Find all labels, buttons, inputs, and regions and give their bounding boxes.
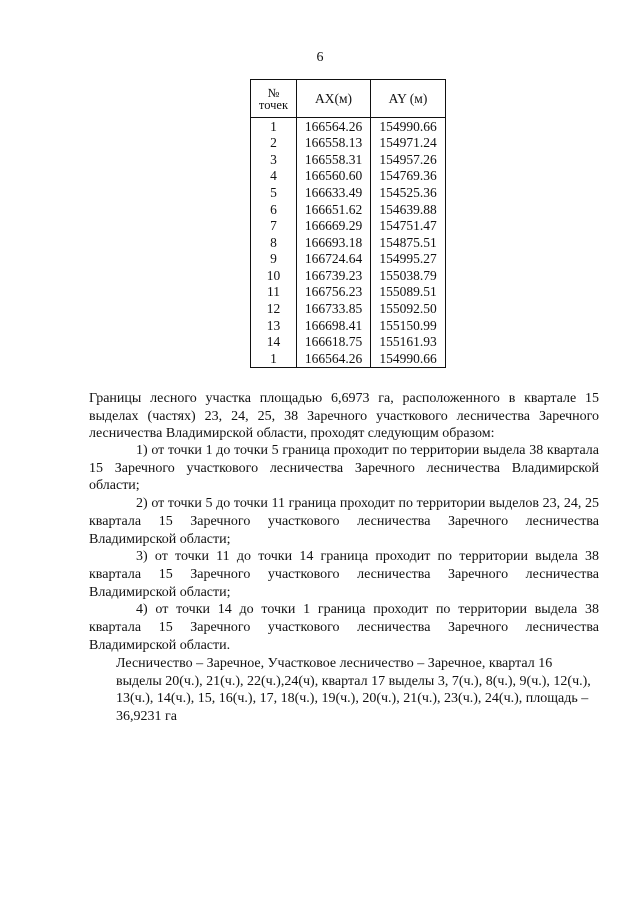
ax-cell: 166560.60 [297,168,371,185]
boundary-item: 4) от точки 14 до точки 1 граница проходит по территории выдела 38 квартала 15 Заречного участкового лесничества Заречного лесничества Владимирской области. [89,602,599,653]
point-number-cell: 10 [251,267,297,284]
ay-cell: 154769.36 [371,168,446,185]
table-row [251,218,446,235]
table-row [251,317,446,334]
ax-cell: 166564.26 [297,118,371,135]
table-row [251,251,446,268]
ay-cell: 155089.51 [371,284,446,301]
point-number-cell: 12 [251,301,297,318]
header-number-sign: № [267,85,280,100]
ay-cell: 154990.66 [371,350,446,367]
point-number-cell: 8 [251,234,297,251]
ax-cell: 166724.64 [297,251,371,268]
boundary-item: 2) от точки 5 до точки 11 граница проходит по территории выделов 23, 24, 25 квартала 15 Заречного участкового лесничества Заречного лесничества Владимирской области; [89,496,599,547]
boundary-intro-paragraph: Границы лесного участка площадью 6,6973 га, расположенного в квартале 15 выделах (частях) 23, 24, 25, 38 Заречного участкового лесничества Заречного лесничества Владимирской области, проходят следующим образом: [89,391,599,442]
ax-cell: 166618.75 [297,334,371,351]
ay-cell: 155161.93 [371,334,446,351]
table-row [251,234,446,251]
ax-cell: 166633.49 [297,184,371,201]
header-point-number [251,80,297,118]
table-row [251,334,446,351]
ay-cell: 155150.99 [371,317,446,334]
header-ax: AX(м) [297,80,371,118]
point-number-cell: 5 [251,184,297,201]
table-row [251,201,446,218]
boundary-item: 1) от точки 1 до точки 5 граница проходит по территории выдела 38 квартала 15 Заречного участкового лесничества Заречного лесничества Владимирской области; [89,443,599,494]
table-header-row [251,80,446,118]
ay-cell: 155038.79 [371,267,446,284]
ax-cell: 166669.29 [297,218,371,235]
ax-cell: 166558.31 [297,151,371,168]
point-number-cell: 2 [251,135,297,152]
ay-cell: 154971.24 [371,135,446,152]
ay-cell: 154525.36 [371,184,446,201]
ax-cell: 166739.23 [297,267,371,284]
ax-cell: 166651.62 [297,201,371,218]
coordinates-table-body [251,118,446,368]
page-number: 6 [316,50,324,65]
table-row [251,118,446,135]
point-number-cell: 3 [251,151,297,168]
boundary-item: 3) от точки 11 до точки 14 граница проходит по территории выдела 38 квартала 15 Заречного участкового лесничества Заречного лесничества Владимирской области; [89,549,599,600]
point-number-cell: 4 [251,168,297,185]
ay-cell: 154990.66 [371,118,446,135]
table-row [251,184,446,201]
boundary-items-list [89,442,599,654]
point-number-cell: 1 [251,118,297,135]
point-number-cell: 14 [251,334,297,351]
table-row [251,350,446,367]
point-number-cell: 6 [251,201,297,218]
ay-cell: 154639.88 [371,201,446,218]
ax-cell: 166693.18 [297,234,371,251]
ay-cell: 155092.50 [371,301,446,318]
ay-cell: 154875.51 [371,234,446,251]
header-points-label: точек [258,97,289,112]
table-row [251,267,446,284]
header-ay: AY (м) [371,80,446,118]
ax-cell: 166558.13 [297,135,371,152]
ax-cell: 166733.85 [297,301,371,318]
ay-cell: 154957.26 [371,151,446,168]
forestry-summary-paragraph: Лесничество – Заречное, Участковое лесничество – Заречное, квартал 16 выделы 20(ч.), 21(ч.), 22(ч.),24(ч), квартал 17 выделы 3, 7(ч.), 8(ч.), 9(ч.), 12(ч.), 13(ч.), 14(ч.), 15, 16(ч.), 17, 18(ч.), 19(ч.), 20(ч.), 21(ч.), 23(ч.), 24(ч.), площадь – 36,9231 га [116,656,591,725]
table-row [251,151,446,168]
point-number-cell: 1 [251,350,297,367]
ax-cell: 166698.41 [297,317,371,334]
point-number-cell: 11 [251,284,297,301]
ay-cell: 154751.47 [371,218,446,235]
ay-cell: 154995.27 [371,251,446,268]
table-row [251,135,446,152]
ax-cell: 166756.23 [297,284,371,301]
point-number-cell: 9 [251,251,297,268]
point-number-cell: 7 [251,218,297,235]
point-number-cell: 13 [251,317,297,334]
ax-cell: 166564.26 [297,350,371,367]
coordinates-table [250,79,446,368]
table-row [251,284,446,301]
table-row [251,168,446,185]
table-row [251,301,446,318]
